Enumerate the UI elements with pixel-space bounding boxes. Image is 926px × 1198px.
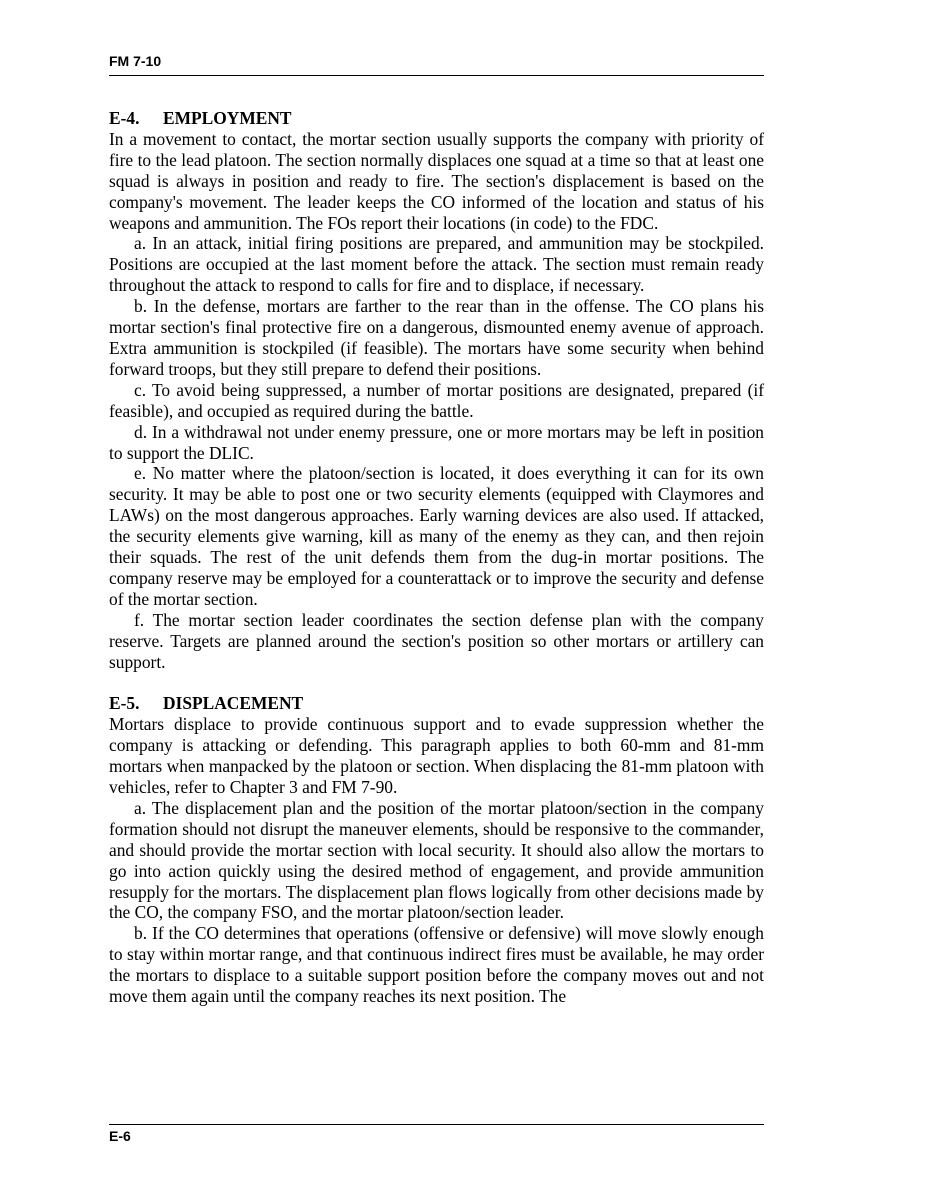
section-e4-heading (109, 108, 764, 129)
section-e5-intro: Mortars displace to provide continuous support and to evade suppression whether the company is attacking or defending. This paragraph applies to both 60-mm and 81-mm mortars when manpacked by the platoon or section. When displacing the 81-mm platoon with vehicles, refer to Chapter 3 and FM 7-90. (109, 714, 764, 797)
section-e5-heading (109, 693, 764, 714)
section-e4-title: EMPLOYMENT (163, 108, 292, 128)
section-e4-intro: In a movement to contact, the mortar section usually supports the company with priority of fire to the lead platoon. The section normally displaces one squad at a time so that at least one squad is always in position and ready to fire. The section's displacement is based on the company's movement. The leader keeps the CO informed of the location and status of his weapons and ammunition. The FOs report their locations (in code) to the FDC. (109, 128, 764, 233)
section-e5-number: E-5. (109, 693, 140, 714)
section-e4-number: E-4. (109, 108, 140, 128)
page-number: E-6 (109, 1128, 131, 1144)
section-e4-paragraph-c: c. To avoid being suppressed, a number of mortar positions are designated, prepared (if feasible), and occupied as required during the battle. (109, 379, 764, 421)
section-e5-title: DISPLACEMENT (163, 693, 304, 714)
running-header: FM 7-10 (109, 53, 162, 69)
section-e4-paragraph-b: b. In the defense, mortars are farther to the rear than in the offense. The CO plans his mortar section's final protective fire on a dangerous, dismounted enemy avenue of approach. Extra ammunition is stockpiled (if feasible). The mortars have some security when behind forward troops, but they still prepare to defend their positions. (109, 296, 764, 379)
section-e5-paragraph-b: b. If the CO determines that operations (offensive or defensive) will move slowly enough to stay within mortar range, and that continuous indirect fires must be available, he may order the mortars to displace to a suitable support position before the company moves out and not move them again until the company reaches its next position. The (109, 923, 764, 1007)
header-rule (109, 75, 764, 76)
page-body (109, 108, 764, 1007)
section-e4-paragraph-a: a. In an attack, initial firing positions are prepared, and ammunition may be stockpiled. Positions are occupied at the last moment before the attack. The section must remain ready throughout the attack to respond to calls for fire and to displace, if necessary. (109, 233, 764, 296)
section-e5-paragraph-a: a. The displacement plan and the position of the mortar platoon/section in the company formation should not disrupt the maneuver elements, should be responsive to the commander, and should provide the mortar section with local security. It should also allow the mortars to go into action quickly using the desired method of engagement, and provide ammunition resupply for the mortars. The displacement plan flows logically from other decisions made by the CO, the company FSO, and the mortar platoon/section leader. (109, 797, 764, 923)
section-e4-paragraph-d: d. In a withdrawal not under enemy pressure, one or more mortars may be left in position to support the DLIC. (109, 421, 764, 463)
section-e4-paragraph-f: f. The mortar section leader coordinates the section defense plan with the company reserve. Targets are planned around the section's position so other mortars or artillery can support. (109, 609, 764, 672)
section-spacer (109, 672, 764, 693)
section-e4-paragraph-e: e. No matter where the platoon/section is located, it does everything it can for its own security. It may be able to post one or two security elements (equipped with Claymores and LAWs) on the most dangerous approaches. Early warning devices are also used. If attacked, the security elements give warning, kill as many of the enemy as they can, and then rejoin their squads. The rest of the unit defends them from the dug-in mortar positions. The company reserve may be employed for a counterattack or to improve the security and defense of the mortar section. (109, 463, 764, 609)
footer-rule (109, 1124, 764, 1125)
